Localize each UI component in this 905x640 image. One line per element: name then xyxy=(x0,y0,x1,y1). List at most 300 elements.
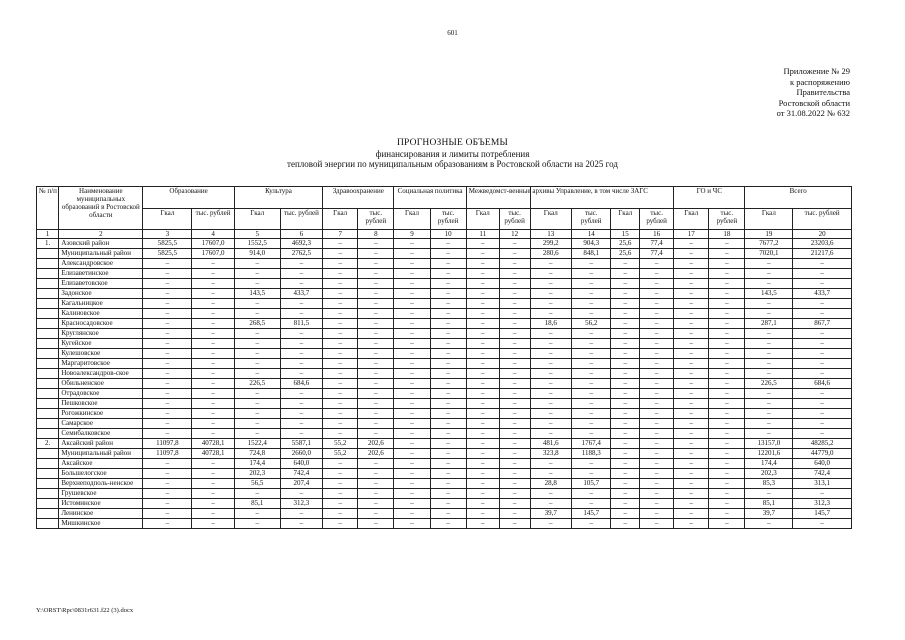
value-cell: – xyxy=(674,259,709,269)
value-cell: – xyxy=(430,479,466,489)
value-cell: – xyxy=(674,449,709,459)
column-index: 13 xyxy=(530,230,571,239)
value-cell: – xyxy=(709,469,745,479)
value-cell: – xyxy=(499,379,530,389)
value-cell: – xyxy=(358,429,394,439)
column-index: 14 xyxy=(572,230,611,239)
value-cell: – xyxy=(143,299,192,309)
unit-header-gcal: Гкал xyxy=(674,209,709,230)
value-cell: 684,6 xyxy=(793,379,852,389)
municipality-name-cell: Елизаветинское xyxy=(59,269,143,279)
row-number-cell xyxy=(37,469,59,479)
value-cell: – xyxy=(280,299,323,309)
value-cell: – xyxy=(323,429,358,439)
table-row xyxy=(37,399,852,409)
value-cell: – xyxy=(323,329,358,339)
value-cell: – xyxy=(499,489,530,499)
value-cell: 433,7 xyxy=(280,289,323,299)
table-row xyxy=(37,359,852,369)
value-cell: – xyxy=(192,399,235,409)
value-cell: 85,3 xyxy=(745,479,793,489)
value-cell: – xyxy=(499,349,530,359)
value-cell: – xyxy=(709,359,745,369)
value-cell: – xyxy=(674,389,709,399)
value-cell: – xyxy=(745,409,793,419)
municipality-name-cell: Задонское xyxy=(59,289,143,299)
value-cell: – xyxy=(530,429,571,439)
value-cell: – xyxy=(499,249,530,259)
unit-header-rub: тыс. рублей xyxy=(430,209,466,230)
value-cell: – xyxy=(640,399,674,409)
value-cell: – xyxy=(234,389,280,399)
value-cell: – xyxy=(430,259,466,269)
value-cell: – xyxy=(709,399,745,409)
value-cell: – xyxy=(323,499,358,509)
value-cell: – xyxy=(280,509,323,519)
value-cell: – xyxy=(234,269,280,279)
value-cell: – xyxy=(499,469,530,479)
value-cell: – xyxy=(466,429,499,439)
value-cell: – xyxy=(709,369,745,379)
value-cell: – xyxy=(323,419,358,429)
value-cell: – xyxy=(143,409,192,419)
value-cell: – xyxy=(572,499,611,509)
table-row xyxy=(37,249,852,259)
value-cell: – xyxy=(793,349,852,359)
value-cell: – xyxy=(499,339,530,349)
value-cell: 202,6 xyxy=(358,439,394,449)
value-cell: – xyxy=(234,259,280,269)
unit-header-gcal: Гкал xyxy=(234,209,280,230)
value-cell: 25,6 xyxy=(611,249,640,259)
table-row xyxy=(37,269,852,279)
value-cell: – xyxy=(430,299,466,309)
value-cell: – xyxy=(530,369,571,379)
value-cell: – xyxy=(358,329,394,339)
table-row xyxy=(37,499,852,509)
value-cell: – xyxy=(572,299,611,309)
value-cell: – xyxy=(280,489,323,499)
value-cell: – xyxy=(499,279,530,289)
value-cell: – xyxy=(143,509,192,519)
value-cell: – xyxy=(234,429,280,439)
municipality-name-cell: Муниципальный район xyxy=(59,449,143,459)
value-cell: – xyxy=(234,509,280,519)
value-cell: – xyxy=(674,429,709,439)
value-cell: – xyxy=(280,349,323,359)
column-index: 4 xyxy=(192,230,235,239)
value-cell: – xyxy=(793,389,852,399)
value-cell: – xyxy=(572,349,611,359)
value-cell: – xyxy=(709,339,745,349)
unit-header-gcal: Гкал xyxy=(143,209,192,230)
table-row xyxy=(37,449,852,459)
column-index: 18 xyxy=(709,230,745,239)
value-cell: – xyxy=(234,299,280,309)
row-number-cell xyxy=(37,499,59,509)
value-cell: – xyxy=(674,399,709,409)
value-cell: – xyxy=(611,289,640,299)
value-cell: – xyxy=(394,239,430,249)
value-cell: 226,5 xyxy=(234,379,280,389)
value-cell: – xyxy=(358,359,394,369)
value-cell: – xyxy=(466,359,499,369)
value-cell: – xyxy=(280,329,323,339)
municipality-name-cell: Пешковское xyxy=(59,399,143,409)
row-number-cell xyxy=(37,449,59,459)
value-cell: 640,0 xyxy=(793,459,852,469)
value-cell: – xyxy=(611,429,640,439)
column-index: 15 xyxy=(611,230,640,239)
value-cell: – xyxy=(234,399,280,409)
value-cell: – xyxy=(192,509,235,519)
value-cell: – xyxy=(709,289,745,299)
value-cell: – xyxy=(394,479,430,489)
value-cell: – xyxy=(745,349,793,359)
value-cell: 313,1 xyxy=(793,479,852,489)
municipality-name-cell: Аксайский район xyxy=(59,439,143,449)
value-cell: – xyxy=(394,399,430,409)
value-cell: – xyxy=(709,269,745,279)
value-cell: 7677,2 xyxy=(745,239,793,249)
value-cell: – xyxy=(611,369,640,379)
group-header: Социальная политика xyxy=(394,187,466,209)
municipality-name-cell: Калиновское xyxy=(59,309,143,319)
value-cell: – xyxy=(530,409,571,419)
municipality-name-cell: Аксайское xyxy=(59,459,143,469)
value-cell: – xyxy=(192,279,235,289)
value-cell: – xyxy=(430,499,466,509)
value-cell: – xyxy=(709,249,745,259)
value-cell: – xyxy=(358,249,394,259)
value-cell: 174,4 xyxy=(234,459,280,469)
value-cell: – xyxy=(572,459,611,469)
value-cell: 11097,8 xyxy=(143,449,192,459)
value-cell: – xyxy=(143,269,192,279)
value-cell: – xyxy=(466,239,499,249)
value-cell: – xyxy=(234,369,280,379)
value-cell: – xyxy=(430,409,466,419)
value-cell: – xyxy=(640,309,674,319)
value-cell: 11097,8 xyxy=(143,439,192,449)
value-cell: – xyxy=(358,349,394,359)
value-cell: – xyxy=(430,449,466,459)
row-number-cell xyxy=(37,489,59,499)
value-cell: – xyxy=(430,379,466,389)
value-cell: – xyxy=(323,259,358,269)
value-cell: – xyxy=(358,389,394,399)
value-cell: – xyxy=(430,419,466,429)
value-cell: – xyxy=(143,419,192,429)
value-cell: – xyxy=(611,519,640,529)
value-cell: – xyxy=(499,419,530,429)
value-cell: – xyxy=(640,269,674,279)
unit-header-rub: тыс. рублей xyxy=(499,209,530,230)
value-cell: – xyxy=(143,289,192,299)
value-cell: – xyxy=(234,329,280,339)
value-cell: – xyxy=(280,359,323,369)
unit-header-rub: тыс. рублей xyxy=(572,209,611,230)
value-cell: – xyxy=(674,409,709,419)
value-cell: – xyxy=(793,399,852,409)
value-cell: – xyxy=(466,269,499,279)
value-cell: 40728,1 xyxy=(192,439,235,449)
value-cell: – xyxy=(611,399,640,409)
group-header: Межведомст-венные архивы xyxy=(466,187,530,209)
title-line: финансирования и лимиты потребления xyxy=(375,148,530,159)
value-cell: – xyxy=(394,269,430,279)
value-cell: – xyxy=(430,369,466,379)
value-cell: – xyxy=(280,369,323,379)
value-cell: – xyxy=(499,439,530,449)
table-row xyxy=(37,459,852,469)
value-cell: – xyxy=(394,349,430,359)
value-cell: – xyxy=(499,399,530,409)
table-row xyxy=(37,479,852,489)
value-cell: 867,7 xyxy=(793,319,852,329)
value-cell: – xyxy=(745,389,793,399)
municipality-name-cell: Кулешовское xyxy=(59,349,143,359)
value-cell: – xyxy=(143,389,192,399)
value-cell: – xyxy=(323,479,358,489)
value-cell: – xyxy=(572,259,611,269)
value-cell: – xyxy=(192,469,235,479)
value-cell: – xyxy=(323,489,358,499)
value-cell: 226,5 xyxy=(745,379,793,389)
value-cell: – xyxy=(611,259,640,269)
value-cell: – xyxy=(280,399,323,409)
value-cell: – xyxy=(358,509,394,519)
municipality-name-cell: Круглянское xyxy=(59,329,143,339)
value-cell: – xyxy=(611,469,640,479)
value-cell: – xyxy=(234,339,280,349)
unit-header-gcal: Гкал xyxy=(466,209,499,230)
value-cell: – xyxy=(466,439,499,449)
unit-header-rub: тыс. рублей xyxy=(640,209,674,230)
value-cell: – xyxy=(234,349,280,359)
value-cell: – xyxy=(709,489,745,499)
value-cell: – xyxy=(466,509,499,519)
value-cell: – xyxy=(745,259,793,269)
value-cell: – xyxy=(709,449,745,459)
value-cell: – xyxy=(572,379,611,389)
value-cell: – xyxy=(430,489,466,499)
table-row xyxy=(37,439,852,449)
row-number-cell xyxy=(37,409,59,419)
value-cell: – xyxy=(192,519,235,529)
value-cell: – xyxy=(358,469,394,479)
value-cell: – xyxy=(530,459,571,469)
value-cell: – xyxy=(430,459,466,469)
value-cell: 39,7 xyxy=(745,509,793,519)
value-cell: – xyxy=(192,359,235,369)
municipality-name-cell: Мишкинское xyxy=(59,519,143,529)
group-header: Здравоохранение xyxy=(323,187,394,209)
value-cell: – xyxy=(611,409,640,419)
value-cell: – xyxy=(192,299,235,309)
value-cell: – xyxy=(530,419,571,429)
value-cell: – xyxy=(466,479,499,489)
value-cell: – xyxy=(640,519,674,529)
value-cell: – xyxy=(430,309,466,319)
value-cell: – xyxy=(430,439,466,449)
value-cell: – xyxy=(572,369,611,379)
value-cell: – xyxy=(430,319,466,329)
value-cell: – xyxy=(358,269,394,279)
value-cell: – xyxy=(674,279,709,289)
value-cell: – xyxy=(280,409,323,419)
value-cell: – xyxy=(640,459,674,469)
value-cell: – xyxy=(499,509,530,519)
value-cell: – xyxy=(323,299,358,309)
row-number-cell xyxy=(37,249,59,259)
value-cell: – xyxy=(640,289,674,299)
municipality-name-cell: Муниципальный район xyxy=(59,249,143,259)
value-cell: – xyxy=(709,439,745,449)
value-cell: – xyxy=(745,419,793,429)
value-cell: – xyxy=(530,329,571,339)
value-cell: 1188,3 xyxy=(572,449,611,459)
value-cell: – xyxy=(358,409,394,419)
value-cell: – xyxy=(572,359,611,369)
value-cell: – xyxy=(323,339,358,349)
value-cell: – xyxy=(192,309,235,319)
value-cell: – xyxy=(499,519,530,529)
value-cell: – xyxy=(499,309,530,319)
value-cell: – xyxy=(674,499,709,509)
value-cell: – xyxy=(793,419,852,429)
row-number-cell xyxy=(37,379,59,389)
municipality-name-cell: Самарское xyxy=(59,419,143,429)
value-cell: – xyxy=(640,349,674,359)
table-row xyxy=(37,239,852,249)
table-row xyxy=(37,469,852,479)
value-cell: – xyxy=(572,489,611,499)
value-cell: – xyxy=(394,379,430,389)
value-cell: – xyxy=(192,269,235,279)
value-cell: 202,3 xyxy=(234,469,280,479)
value-cell: – xyxy=(358,319,394,329)
value-cell: – xyxy=(466,369,499,379)
value-cell: – xyxy=(280,259,323,269)
value-cell: – xyxy=(192,499,235,509)
value-cell: – xyxy=(530,379,571,389)
value-cell: – xyxy=(323,359,358,369)
value-cell: 40728,1 xyxy=(192,449,235,459)
value-cell: – xyxy=(234,419,280,429)
value-cell: 268,5 xyxy=(234,319,280,329)
title-line: ПРОГНОЗНЫЕ ОБЪЕМЫ xyxy=(396,138,508,148)
value-cell: – xyxy=(572,469,611,479)
row-number-cell xyxy=(37,479,59,489)
value-cell: – xyxy=(793,299,852,309)
value-cell: – xyxy=(192,259,235,269)
unit-header-rub: тыс. рублей xyxy=(192,209,235,230)
value-cell: 280,6 xyxy=(530,249,571,259)
value-cell: 207,4 xyxy=(280,479,323,489)
value-cell: – xyxy=(143,279,192,289)
value-cell: – xyxy=(572,399,611,409)
value-cell: – xyxy=(572,289,611,299)
value-cell: – xyxy=(192,409,235,419)
municipality-name-cell: Александровское xyxy=(59,259,143,269)
value-cell: – xyxy=(323,369,358,379)
value-cell: 55,2 xyxy=(323,439,358,449)
value-cell: – xyxy=(530,389,571,399)
value-cell: – xyxy=(640,379,674,389)
row-number-cell xyxy=(37,419,59,429)
municipality-name-cell: Отрадовское xyxy=(59,389,143,399)
value-cell: – xyxy=(430,429,466,439)
value-cell: – xyxy=(793,329,852,339)
col-header-number: № п/п xyxy=(37,187,59,230)
value-cell: – xyxy=(793,259,852,269)
value-cell: – xyxy=(745,429,793,439)
value-cell: – xyxy=(530,469,571,479)
municipality-name-cell: Новоалександров-ское xyxy=(59,369,143,379)
forecast-table xyxy=(36,186,852,529)
municipality-name-cell: Большелогское xyxy=(59,469,143,479)
value-cell: – xyxy=(745,329,793,339)
value-cell: – xyxy=(611,499,640,509)
value-cell: – xyxy=(640,409,674,419)
value-cell: – xyxy=(143,489,192,499)
value-cell: – xyxy=(499,239,530,249)
value-cell: – xyxy=(640,319,674,329)
value-cell: – xyxy=(143,429,192,439)
value-cell: – xyxy=(280,339,323,349)
value-cell: – xyxy=(394,439,430,449)
column-index: 11 xyxy=(466,230,499,239)
value-cell: – xyxy=(499,359,530,369)
group-header: Культура xyxy=(234,187,322,209)
value-cell: – xyxy=(530,519,571,529)
value-cell: – xyxy=(280,389,323,399)
value-cell: – xyxy=(530,269,571,279)
row-number-cell xyxy=(37,429,59,439)
value-cell: – xyxy=(234,359,280,369)
value-cell: – xyxy=(793,339,852,349)
value-cell: – xyxy=(394,389,430,399)
table-row xyxy=(37,379,852,389)
unit-header-rub: тыс. рублей xyxy=(280,209,323,230)
value-cell: – xyxy=(745,269,793,279)
value-cell: – xyxy=(466,289,499,299)
title-line: тепловой энергии по муниципальным образованиям в Ростовской области на 2025 год xyxy=(287,159,618,169)
file-path-footer: Y:\ORST\Rpc\0831r631.f22 (3).docx xyxy=(36,607,134,614)
value-cell: – xyxy=(640,439,674,449)
value-cell: – xyxy=(466,389,499,399)
value-cell: – xyxy=(466,419,499,429)
value-cell: – xyxy=(192,479,235,489)
value-cell: – xyxy=(280,519,323,529)
value-cell: – xyxy=(499,269,530,279)
value-cell: – xyxy=(745,299,793,309)
value-cell: – xyxy=(143,329,192,339)
value-cell: – xyxy=(499,289,530,299)
value-cell: – xyxy=(709,429,745,439)
value-cell: – xyxy=(143,339,192,349)
value-cell: – xyxy=(640,259,674,269)
municipality-name-cell: Обильненское xyxy=(59,379,143,389)
value-cell: 742,4 xyxy=(793,469,852,479)
row-number-cell: 2. xyxy=(37,439,59,449)
value-cell: – xyxy=(499,459,530,469)
value-cell: – xyxy=(394,469,430,479)
value-cell: – xyxy=(499,499,530,509)
value-cell: – xyxy=(358,479,394,489)
column-index: 12 xyxy=(499,230,530,239)
